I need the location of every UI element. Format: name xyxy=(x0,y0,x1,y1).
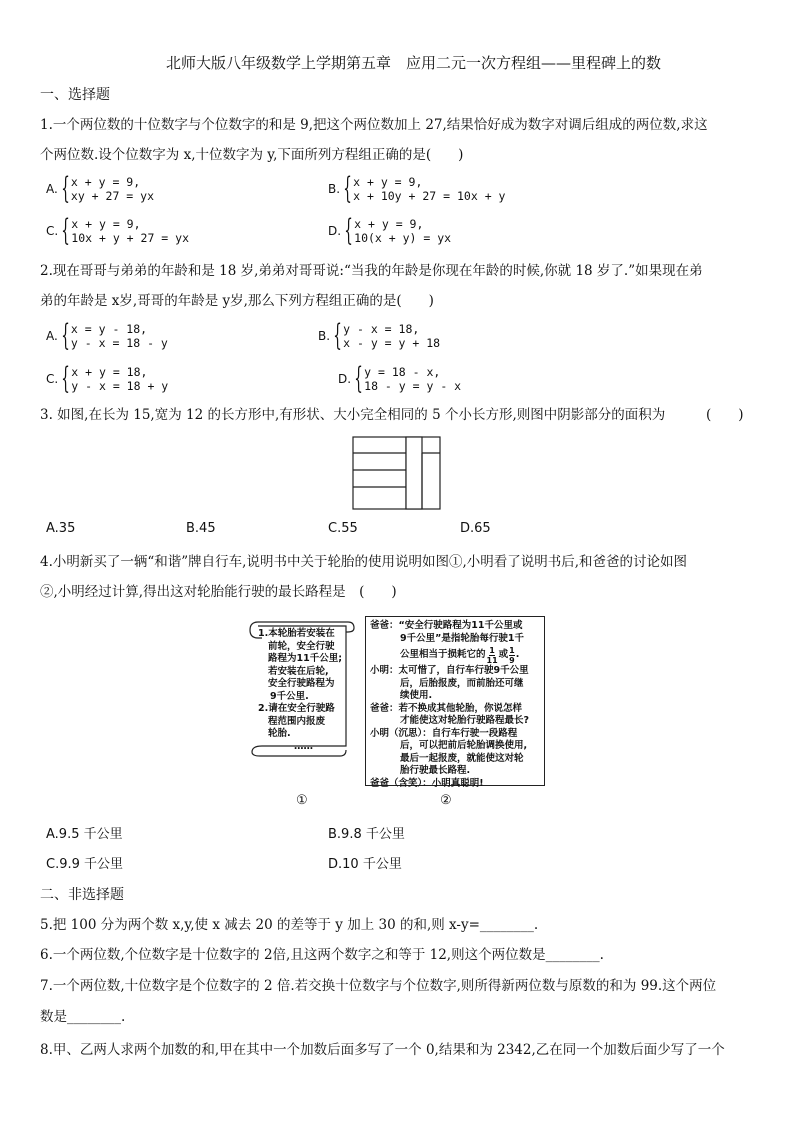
q4-option-c: C.9.9 千公里 xyxy=(46,857,124,872)
fraction-1-9: 1 9 xyxy=(509,645,515,665)
q7-line1: 7.一个两位数,十位数字是个位数字的 2 倍.若交换十位数字与个位数字,则所得新两位数与原数的和为 99.这个两位 xyxy=(40,978,717,994)
q3-option-c: C.55 xyxy=(328,521,358,536)
q4-option-b: B.9.8 千公里 xyxy=(328,827,405,842)
q1-option-a: A. { x + y = 9, xy + 27 = yx xyxy=(46,171,154,206)
figure-2-label: ② xyxy=(440,793,452,808)
q3-option-b: B.45 xyxy=(186,521,216,536)
q2-option-d: D. { y = 18 - x, 18 - y = y - x xyxy=(338,361,462,396)
figure-1-label: ① xyxy=(296,793,308,808)
small-rectangle-vertical xyxy=(406,437,422,509)
q3-option-d: D.65 xyxy=(460,521,491,536)
section-heading-choice: 一、选择题 xyxy=(40,87,110,103)
q7-line2: 数是________. xyxy=(40,1009,126,1025)
scroll-text: 1.本轮胎若安装在 前轮，安全行驶 路程为11千公里; 若安装在后轮, 安全行驶路程为 9千公里. 2.请在安全行驶路 程范围内报废 轮胎. …… xyxy=(258,628,343,752)
brace-icon: { xyxy=(61,361,71,396)
q3-option-a: A.35 xyxy=(46,521,76,536)
q6-text: 6.一个两位数,个位数字是十位数字的 2倍,且这两个数字之和等于 12,则这个两位数是________. xyxy=(40,947,604,963)
section-heading-non-choice: 二、非选择题 xyxy=(40,887,124,903)
fraction-1-11: 1 11 xyxy=(486,645,498,665)
q3-answer-paren: ( ) xyxy=(706,407,744,423)
q2-option-a: A. { x = y - 18, y - x = 18 - y xyxy=(46,318,168,353)
q1-option-c: C. { x + y = 9, 10x + y + 27 = yx xyxy=(46,213,189,248)
outer-rectangle xyxy=(353,437,440,509)
q8-line1: 8.甲、乙两人求两个加数的和,甲在其中一个加数后面多写了一个 0,结果和为 2342,乙在同一个加数后面少写了一个 xyxy=(40,1042,725,1058)
q2-option-b: B. { y - x = 18, x - y = y + 18 xyxy=(318,318,441,353)
brace-icon: { xyxy=(354,361,363,396)
brace-icon: { xyxy=(61,213,71,248)
dialog-text: 爸爸：“安全行驶路程为11千公里或 9千公里”是指轮胎每行驶1千 公里相当于损耗它的 1 11 或 1 9 . 小明：太可惜了，自行车行驶9千公里 后，后胎报废，而前胎还可继 续使用. 爸爸：若不换成其他轮胎，你说怎样 才能使这对轮胎行驶路程最长? 小明（沉思）：自行车行驶一段路程 后，可以把前后轮胎调换使用, 最后一起报废，就能使这对轮 胎行驶最长路程. 爸爸（含笑）：小明真聪明! xyxy=(370,620,530,789)
brace-icon: { xyxy=(333,318,342,353)
q4-option-d: D.10 千公里 xyxy=(328,857,402,872)
q3-line1: 3. 如图,在长为 15,宽为 12 的长方形中,有形状、大小完全相同的 5 个小长方形,则图中阴影部分的面积为 xyxy=(40,407,666,423)
fraction-line: 公里相当于损耗它的 1 11 或 1 9 . xyxy=(400,645,520,665)
q1-line1: 1.一个两位数的十位数字与个位数字的和是 9,把这个两位数加上 27,结果恰好成为数字对调后组成的两位数,求这 xyxy=(40,117,708,133)
q3-rectangle-figure xyxy=(352,436,442,512)
q1-option-b: B. { x + y = 9, x + 10y + 27 = 10x + y xyxy=(328,171,506,206)
brace-icon: { xyxy=(61,171,70,206)
q4-option-a: A.9.5 千公里 xyxy=(46,827,123,842)
q1-option-d: D. { x + y = 9, 10(x + y) = yx xyxy=(328,213,452,248)
page-title: 北师大版八年级数学上学期第五章 应用二元一次方程组——里程碑上的数 xyxy=(166,54,662,72)
q2-option-c: C. { x + y = 18, y - x = 18 + y xyxy=(46,361,169,396)
q1-line2: 个两位数.设个位数字为 x,十位数字为 y,下面所列方程组正确的是( ) xyxy=(40,147,464,163)
brace-icon: { xyxy=(344,213,353,248)
brace-icon: { xyxy=(61,318,70,353)
q2-line1: 2.现在哥哥与弟弟的年龄和是 18 岁,弟弟对哥哥说:“当我的年龄是你现在年龄的时候,你就 18 岁了.”如果现在弟 xyxy=(40,263,703,279)
q4-line2: ②,小明经过计算,得出这对轮胎能行驶的最长路程是 ( ) xyxy=(40,584,397,600)
q4-line1: 4.小明新买了一辆“和谐”牌自行车,说明书中关于轮胎的使用说明如图①,小明看了说明书后,和爸爸的讨论如图 xyxy=(40,554,688,570)
q2-line2: 弟的年龄是 x岁,哥哥的年龄是 y岁,那么下列方程组正确的是( ) xyxy=(40,293,434,309)
q5-text: 5.把 100 分为两个数 x,y,使 x 减去 20 的差等于 y 加上 30 的和,则 x-y=________. xyxy=(40,917,539,933)
brace-icon: { xyxy=(343,171,352,206)
